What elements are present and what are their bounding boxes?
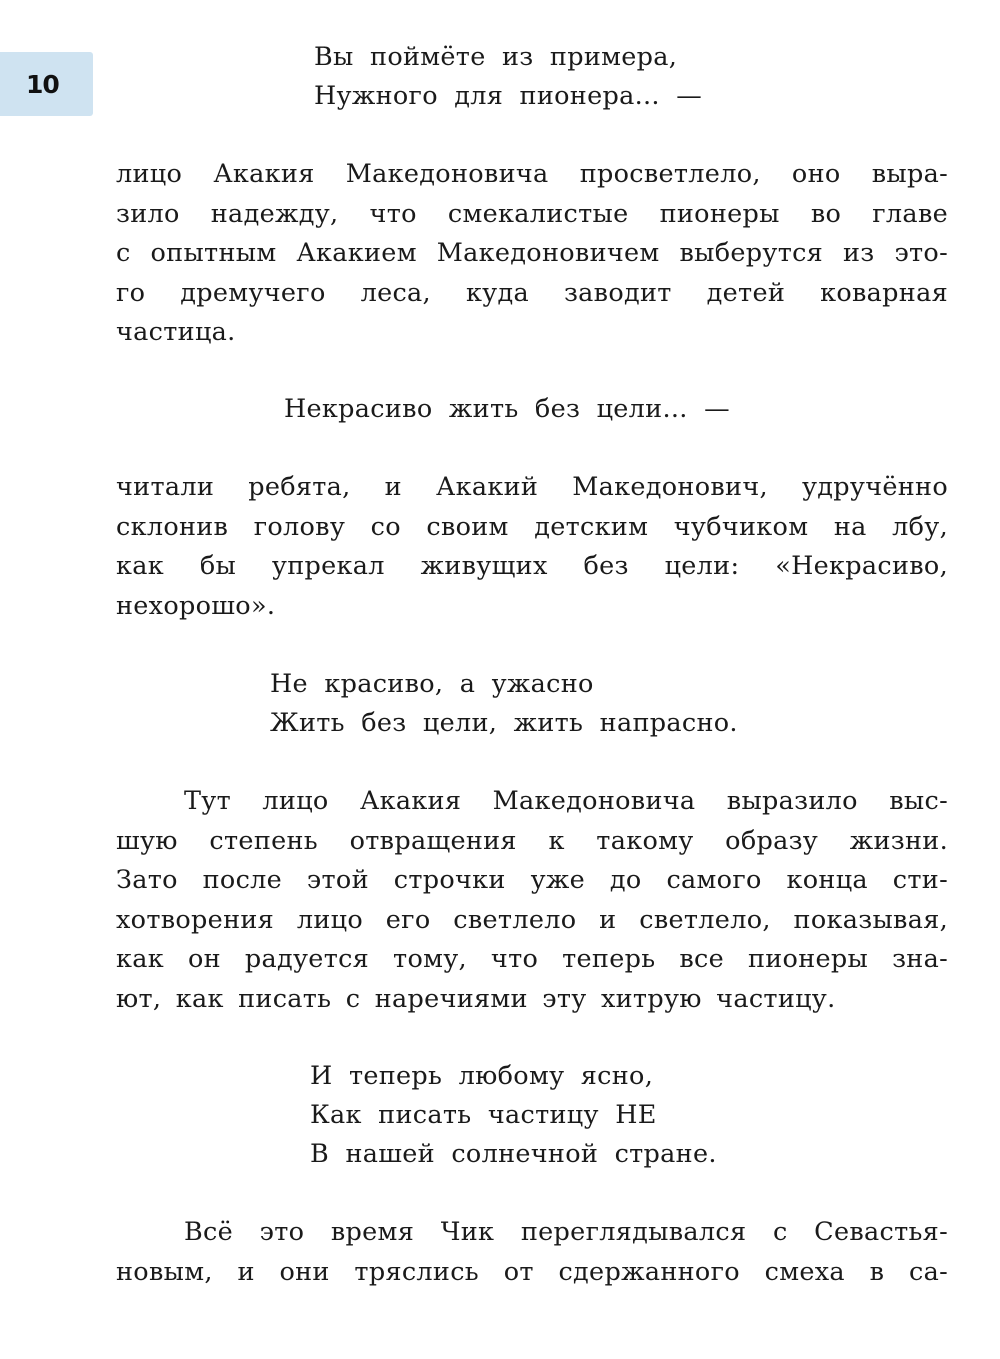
text-line: го дремучего леса, куда заводит детей коварная <box>116 277 948 308</box>
text-line: Тут лицо Акакия Македоновича выразило выс- <box>184 786 948 816</box>
verse-line: Вы поймёте из примера, <box>314 42 678 72</box>
verse-block-3 <box>270 665 738 743</box>
text-line: новым, и они тряслись от сдержанного смеха в са- <box>116 1256 948 1287</box>
verse-line: В нашей солнечной стране. <box>310 1139 717 1169</box>
paragraph-1 <box>116 155 948 353</box>
text-line: Всё это время Чик переглядывался с Севастья- <box>184 1217 948 1247</box>
text-line: как бы упрекал живущих без цели: «Некрасиво, <box>116 551 948 581</box>
text-line: частица. <box>116 317 236 347</box>
verse-line: Не красиво, а ужасно <box>270 669 594 699</box>
verse-block-2 <box>284 390 730 429</box>
paragraph-3 <box>116 782 948 1019</box>
text-line: склонив голову со своим детским чубчиком на лбу, <box>116 511 948 542</box>
text-line: лицо Акакия Македоновича просветлело, оно выра- <box>116 159 948 189</box>
text-line: зило надежду, что смекалистые пионеры во главе <box>116 198 948 229</box>
verse-line: Как писать частицу НЕ <box>310 1100 657 1130</box>
paragraph-2 <box>116 468 948 626</box>
text-line: хотворения лицо его светлело и светлело, показывая, <box>116 904 948 935</box>
verse-block-4 <box>310 1057 717 1174</box>
text-line: как он радуется тому, что теперь все пионеры зна- <box>116 944 948 974</box>
page-number-badge: 10 <box>0 52 93 116</box>
paragraph-4 <box>116 1213 948 1292</box>
verse-block-1 <box>314 38 702 116</box>
text-line: с опытным Акакием Македоновичем выберутся из это- <box>116 238 948 268</box>
text-line: читали ребята, и Акакий Македонович, удручённо <box>116 472 948 502</box>
text-line: Зато после этой строчки уже до самого конца сти- <box>116 865 948 895</box>
text-line: ют, как писать с наречиями эту хитрую частицу. <box>116 983 836 1014</box>
verse-line: И теперь любому ясно, <box>310 1061 654 1091</box>
verse-line: Некрасиво жить без цели... — <box>284 394 730 424</box>
verse-line: Нужного для пионера... — <box>314 81 703 111</box>
verse-line: Жить без цели, жить напрасно. <box>270 708 738 738</box>
text-line: шую степень отвращения к такому образу жизни. <box>116 825 948 856</box>
text-line: нехорошо». <box>116 590 276 621</box>
